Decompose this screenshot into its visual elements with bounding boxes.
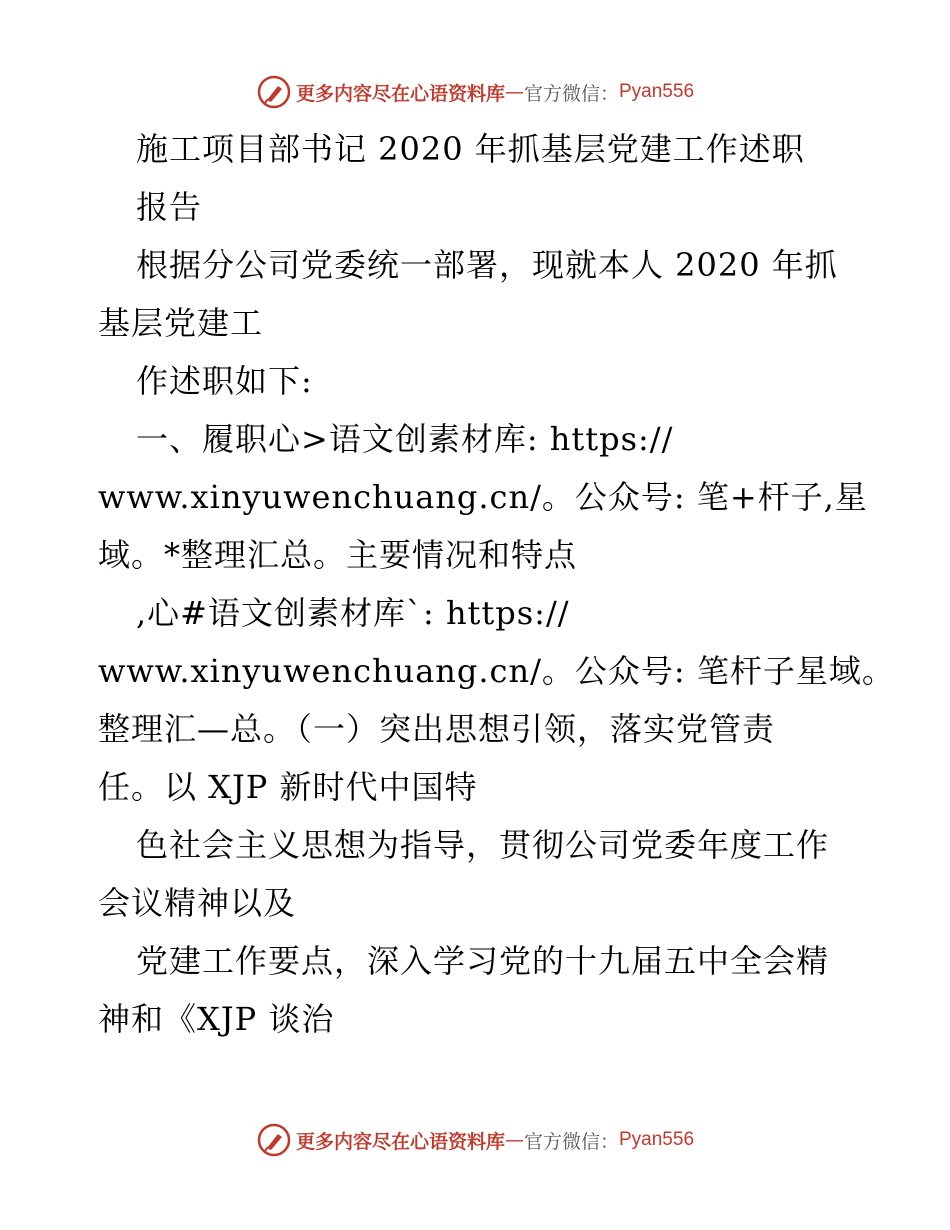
watermark-brand: 更多内容尽在心语资料库	[295, 1130, 505, 1153]
text-line: 会议精神以及	[98, 884, 297, 922]
text-line: 作述职如下:	[136, 362, 313, 400]
text-line: 党建工作要点，深入学习党的十九届五中全会精	[136, 942, 830, 980]
watermark-dash: —	[504, 1129, 524, 1151]
text-line: 根据分公司党委统一部署，现就本人 2020 年抓	[136, 246, 838, 284]
pen-nib-icon	[256, 1122, 292, 1158]
document-body	[98, 120, 895, 1048]
text-line: 报告	[136, 188, 203, 226]
header-watermark	[0, 72, 950, 112]
watermark-brand: 更多内容尽在心语资料库	[295, 82, 505, 105]
watermark-dash: —	[504, 81, 524, 103]
text-line: 基层党建工	[98, 304, 264, 342]
text-line: 一、履职心>语文创素材库: https://	[136, 420, 674, 458]
text-line: 施工项目部书记 2020 年抓基层党建工作述职	[136, 130, 805, 168]
footer-watermark	[0, 1120, 950, 1160]
text-line: 域。*整理汇总。主要情况和特点	[98, 536, 578, 574]
text-line: 神和《XJP 谈治	[98, 1000, 335, 1038]
text-line: 整理汇—总。（一）突出思想引领，落实党管责	[98, 710, 776, 748]
watermark-label: 官方微信：	[523, 1130, 619, 1153]
text-line: www.xinyuwenchuang.cn/。公众号: 笔杆子星域。	[98, 652, 895, 690]
text-line: ,心#语文创素材库`: https://	[136, 594, 570, 632]
text-line: 任。以 XJP 新时代中国特	[98, 768, 478, 806]
text-line: www.xinyuwenchuang.cn/。公众号: 笔+杆子,星	[98, 478, 868, 516]
pen-nib-icon	[256, 74, 292, 110]
text-line: 色社会主义思想为指导，贯彻公司党委年度工作	[136, 826, 830, 864]
watermark-label: 官方微信：	[523, 82, 619, 105]
watermark-account: Pyan556	[619, 81, 695, 102]
watermark-account: Pyan556	[619, 1129, 695, 1150]
